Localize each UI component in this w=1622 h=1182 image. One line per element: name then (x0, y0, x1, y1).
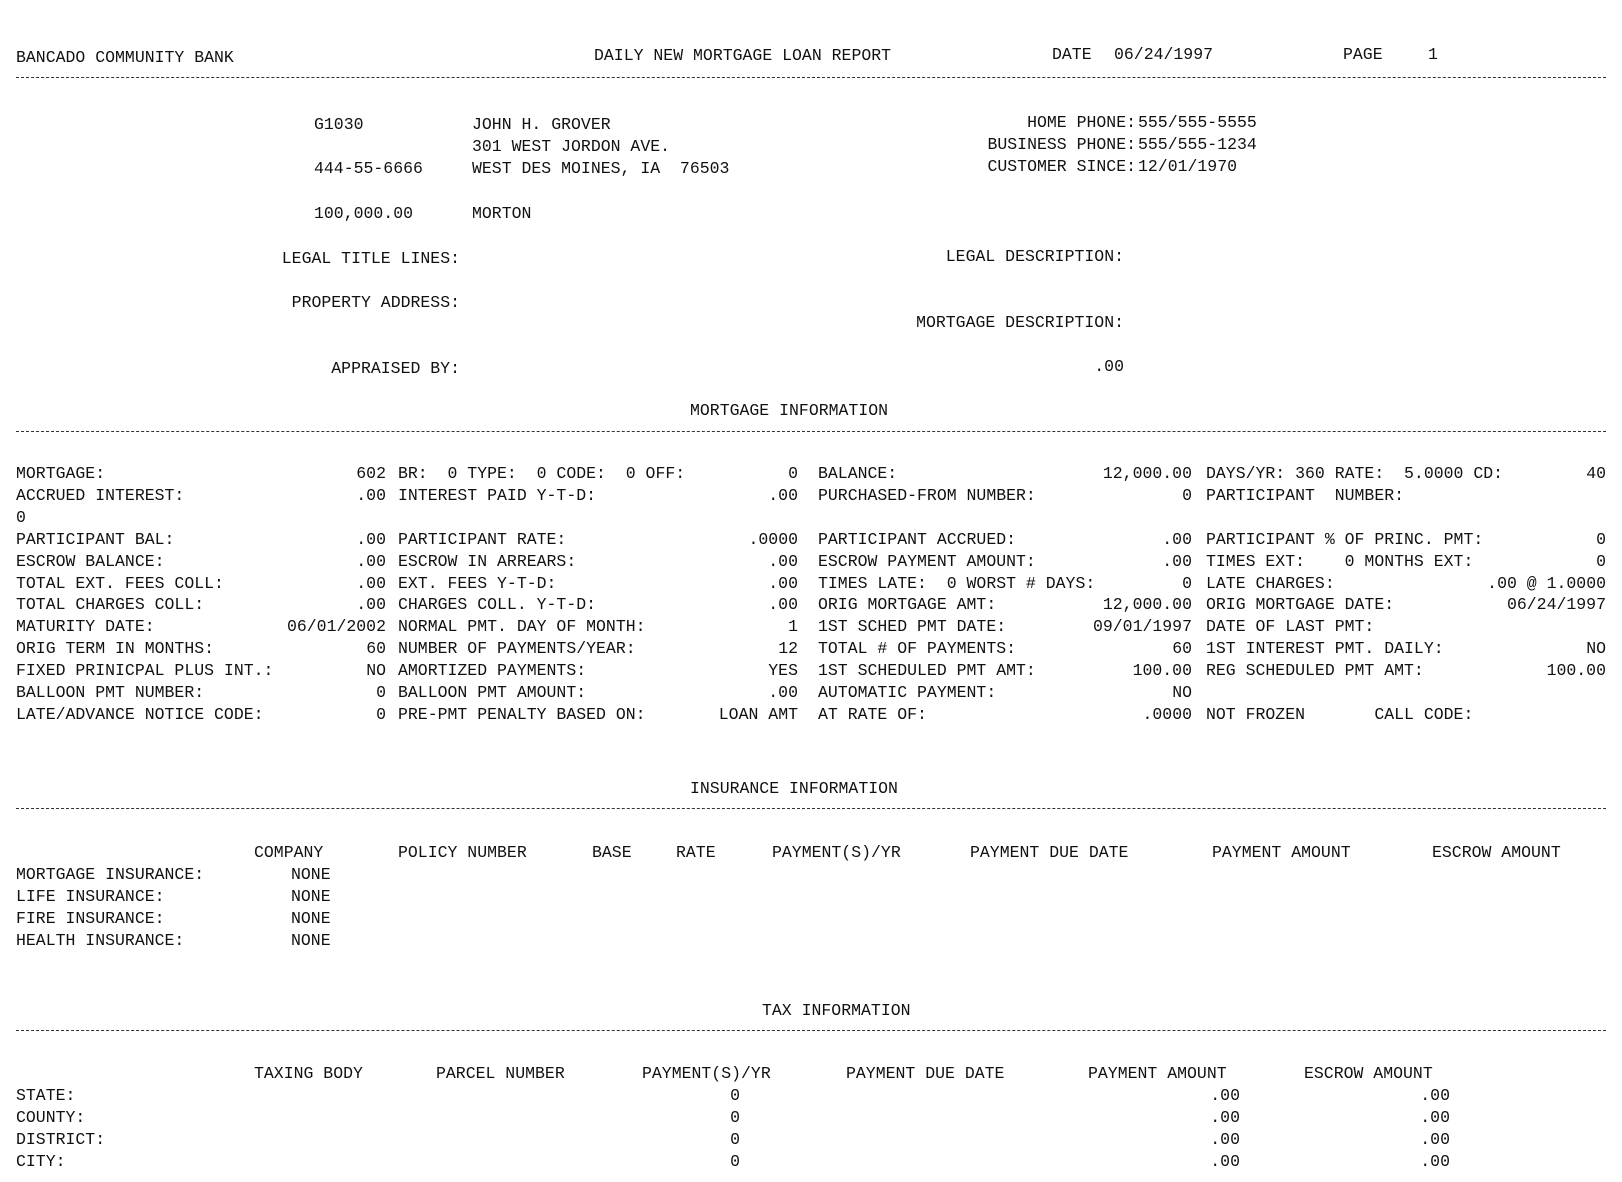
customer-street: 301 WEST JORDON AVE. (472, 137, 671, 156)
mortgage-value: NO (1586, 639, 1606, 659)
appraised-value: .00 (1094, 357, 1124, 376)
mortgage-value: .00 (1162, 529, 1192, 549)
report-title: DAILY NEW MORTGAGE LOAN REPORT (594, 46, 892, 65)
insurance-col-header: BASE (592, 843, 632, 862)
insurance-row-label: MORTGAGE INSURANCE: (16, 865, 205, 884)
page-number: 1 (1428, 45, 1438, 64)
mortgage-label: NOT FROZEN CALL CODE: (1206, 704, 1474, 724)
insurance-col-header: POLICY NUMBER (398, 843, 527, 862)
mortgage-divider (16, 431, 1606, 432)
mortgage-value: 60 (366, 639, 386, 659)
mortgage-label: BALLOON PMT NUMBER: (16, 683, 205, 702)
mortgage-label: AT RATE OF: (818, 704, 927, 724)
insurance-section-title: INSURANCE INFORMATION (690, 779, 898, 798)
mortgage-value: 06/01/2002 (286, 617, 386, 637)
tax-payment-amount: .00 (1210, 1130, 1240, 1149)
mortgage-label: MORTGAGE: (16, 464, 106, 483)
mortgage-value: .00 (356, 529, 386, 549)
mortgage-label: EXT. FEES Y-T-D: (398, 573, 557, 593)
mortgage-label: PARTICIPANT % OF PRINC. PMT: (1206, 529, 1484, 549)
mortgage-value: 1 (788, 617, 798, 637)
tax-escrow-amount: .00 (1420, 1108, 1450, 1127)
loan-officer: MORTON (472, 204, 532, 223)
business-phone: 555/555-1234 (1138, 135, 1257, 154)
mortgage-label: TIMES EXT: 0 MONTHS EXT: (1206, 551, 1474, 571)
mortgage-value: .00 (768, 485, 798, 505)
tax-escrow-amount: .00 (1420, 1086, 1450, 1105)
mortgage-value: 0 (376, 704, 386, 724)
tax-escrow-amount: .00 (1420, 1130, 1450, 1149)
mortgage-value: 0 (1182, 573, 1192, 593)
tax-payments-yr: 0 (730, 1130, 740, 1149)
mortgage-label: PARTICIPANT RATE: (398, 529, 567, 549)
tax-payment-amount: .00 (1210, 1108, 1240, 1127)
mortgage-value: 0 (1596, 551, 1606, 571)
mortgage-label: PURCHASED-FROM NUMBER: (818, 485, 1036, 505)
tax-col-header: PAYMENT(S)/YR (642, 1064, 771, 1083)
mortgage-label: CHARGES COLL. Y-T-D: (398, 595, 597, 615)
mortgage-label: MATURITY DATE: (16, 617, 155, 637)
mortgage-value: 60 (1172, 639, 1192, 659)
mortgage-label: 1ST SCHEDULED PMT AMT: (818, 661, 1036, 681)
mortgage-label: NUMBER OF PAYMENTS/YEAR: (398, 639, 636, 659)
mortgage-label: ESCROW IN ARREARS: (398, 551, 577, 571)
insurance-col-header: PAYMENT DUE DATE (970, 843, 1129, 862)
mortgage-value: LOAN AMT (718, 704, 798, 724)
mortgage-value: 0 (788, 464, 798, 483)
page-label: PAGE (1343, 45, 1383, 64)
mortgage-value: NO (366, 661, 386, 681)
mortgage-value: 06/24/1997 (1506, 595, 1606, 615)
mortgage-value: .00 (768, 551, 798, 571)
mortgage-label: DAYS/YR: 360 RATE: 5.0000 CD: (1206, 464, 1504, 483)
mortgage-label: 1ST INTEREST PMT. DAILY: (1206, 639, 1444, 659)
mortgage-value: 0 (1182, 485, 1192, 505)
mortgage-value: .00 (356, 485, 386, 505)
mortgage-label: PARTICIPANT BAL: (16, 529, 175, 549)
mortgage-value: .00 (356, 595, 386, 615)
mortgage-label: 1ST SCHED PMT DATE: (818, 617, 1007, 637)
tax-row-label: DISTRICT: (16, 1130, 106, 1149)
mortgage-label: TOTAL CHARGES COLL: (16, 595, 205, 615)
insurance-row-label: FIRE INSURANCE: (16, 909, 165, 928)
mortgage-label: LATE CHARGES: (1206, 573, 1335, 593)
mortgage-label: NORMAL PMT. DAY OF MONTH: (398, 617, 646, 637)
tax-row-label: COUNTY: (16, 1108, 86, 1127)
mortgage-value: .00 (1162, 551, 1192, 571)
mortgage-value: 0 (1596, 529, 1606, 549)
mortgage-label: ESCROW PAYMENT AMOUNT: (818, 551, 1036, 571)
header-divider (16, 77, 1606, 78)
mortgage-value: .00 (768, 595, 798, 615)
legal-description-label: LEGAL DESCRIPTION: (945, 247, 1124, 266)
mortgage-value: 602 (356, 464, 386, 483)
customer-city: WEST DES MOINES, IA 76503 (472, 159, 730, 178)
mortgage-section-title: MORTGAGE INFORMATION (690, 401, 889, 420)
legal-title-lines-label: LEGAL TITLE LINES: (281, 249, 460, 268)
home-phone-label: HOME PHONE: (1027, 113, 1136, 132)
tax-col-header: TAXING BODY (254, 1064, 363, 1083)
bank-name: BANCADO COMMUNITY BANK (16, 48, 234, 67)
tax-col-header: PAYMENT DUE DATE (846, 1064, 1005, 1083)
mortgage-value: 100.00 (1546, 661, 1606, 681)
mortgage-value: 40 (1586, 464, 1606, 483)
mortgage-label: AMORTIZED PAYMENTS: (398, 661, 587, 681)
mortgage-label: INTEREST PAID Y-T-D: (398, 485, 597, 505)
customer-since: 12/01/1970 (1138, 157, 1238, 176)
property-address-label: PROPERTY ADDRESS: (291, 293, 460, 312)
tax-section-title: TAX INFORMATION (762, 1001, 911, 1020)
appraised-by-label: APPRAISED BY: (331, 359, 460, 378)
tax-payments-yr: 0 (730, 1086, 740, 1105)
insurance-col-header: RATE (676, 843, 716, 862)
tax-payment-amount: .00 (1210, 1152, 1240, 1171)
tax-payments-yr: 0 (730, 1108, 740, 1127)
insurance-company: NONE (291, 865, 331, 884)
tax-divider (16, 1030, 1606, 1031)
insurance-row-label: HEALTH INSURANCE: (16, 931, 185, 950)
mortgage-label: REG SCHEDULED PMT AMT: (1206, 661, 1424, 681)
mortgage-label: ESCROW BALANCE: (16, 551, 165, 571)
tax-col-header: ESCROW AMOUNT (1304, 1064, 1433, 1083)
tax-row-label: STATE: (16, 1086, 76, 1105)
tax-escrow-amount: .00 (1420, 1152, 1450, 1171)
tax-row-label: CITY: (16, 1152, 66, 1171)
account-number: G1030 (314, 115, 364, 134)
business-phone-label: BUSINESS PHONE: (987, 135, 1136, 154)
mortgage-label: ORIG MORTGAGE AMT: (818, 595, 997, 615)
tax-col-header: PARCEL NUMBER (436, 1064, 565, 1083)
customer-name: JOHN H. GROVER (472, 115, 611, 134)
insurance-row-label: LIFE INSURANCE: (16, 887, 165, 906)
mortgage-label: BALANCE: (818, 464, 898, 483)
mortgage-label: TOTAL # OF PAYMENTS: (818, 639, 1017, 659)
mortgage-value: 12 (778, 639, 798, 659)
loan-amount: 100,000.00 (314, 204, 414, 223)
mortgage-value: .00 (356, 573, 386, 593)
mortgage-label: PARTICIPANT NUMBER: (1206, 485, 1405, 505)
insurance-col-header: COMPANY (254, 843, 324, 862)
report-date: 06/24/1997 (1114, 45, 1214, 64)
mortgage-label: AUTOMATIC PAYMENT: (818, 683, 997, 702)
mortgage-label: ORIG TERM IN MONTHS: (16, 639, 215, 659)
mortgage-value: 100.00 (1132, 661, 1192, 681)
mortgage-value: .00 (356, 551, 386, 571)
mortgage-description-label: MORTGAGE DESCRIPTION: (916, 313, 1124, 332)
mortgage-label: PARTICIPANT ACCRUED: (818, 529, 1017, 549)
mortgage-label: LATE/ADVANCE NOTICE CODE: (16, 704, 264, 724)
mortgage-label: TOTAL EXT. FEES COLL: (16, 573, 224, 593)
mortgage-value: 12,000.00 (1102, 595, 1192, 615)
mortgage-value: .00 @ 1.0000 (1487, 573, 1606, 593)
insurance-company: NONE (291, 887, 331, 906)
mortgage-label: 0 (16, 507, 26, 527)
mortgage-label: DATE OF LAST PMT: (1206, 617, 1375, 637)
customer-ssn: 444-55-6666 (314, 159, 423, 178)
insurance-col-header: PAYMENT AMOUNT (1212, 843, 1351, 862)
insurance-company: NONE (291, 909, 331, 928)
mortgage-value: 12,000.00 (1102, 464, 1192, 483)
mortgage-label: BR: 0 TYPE: 0 CODE: 0 OFF: (398, 464, 686, 483)
mortgage-label: PRE-PMT PENALTY BASED ON: (398, 704, 646, 724)
insurance-col-header: PAYMENT(S)/YR (772, 843, 901, 862)
mortgage-label: ORIG MORTGAGE DATE: (1206, 595, 1395, 615)
report-date-label: DATE (1052, 45, 1092, 64)
insurance-divider (16, 808, 1606, 809)
mortgage-value: .0000 (748, 529, 798, 549)
mortgage-label: FIXED PRINICPAL PLUS INT.: (16, 661, 274, 681)
mortgage-value: .00 (768, 683, 798, 702)
insurance-col-header: ESCROW AMOUNT (1432, 843, 1561, 862)
mortgage-label: BALLOON PMT AMOUNT: (398, 683, 587, 702)
customer-since-label: CUSTOMER SINCE: (987, 157, 1136, 176)
insurance-company: NONE (291, 931, 331, 950)
mortgage-value: .0000 (1142, 704, 1192, 724)
mortgage-value: NO (1172, 683, 1192, 702)
tax-payment-amount: .00 (1210, 1086, 1240, 1105)
mortgage-label: TIMES LATE: 0 WORST # DAYS: (818, 573, 1096, 593)
home-phone: 555/555-5555 (1138, 113, 1257, 132)
mortgage-value: 09/01/1997 (1092, 617, 1192, 637)
mortgage-value: YES (768, 661, 798, 681)
tax-col-header: PAYMENT AMOUNT (1088, 1064, 1227, 1083)
mortgage-value: 0 (376, 683, 386, 702)
tax-payments-yr: 0 (730, 1152, 740, 1171)
mortgage-value: .00 (768, 573, 798, 593)
mortgage-label: ACCRUED INTEREST: (16, 485, 185, 505)
